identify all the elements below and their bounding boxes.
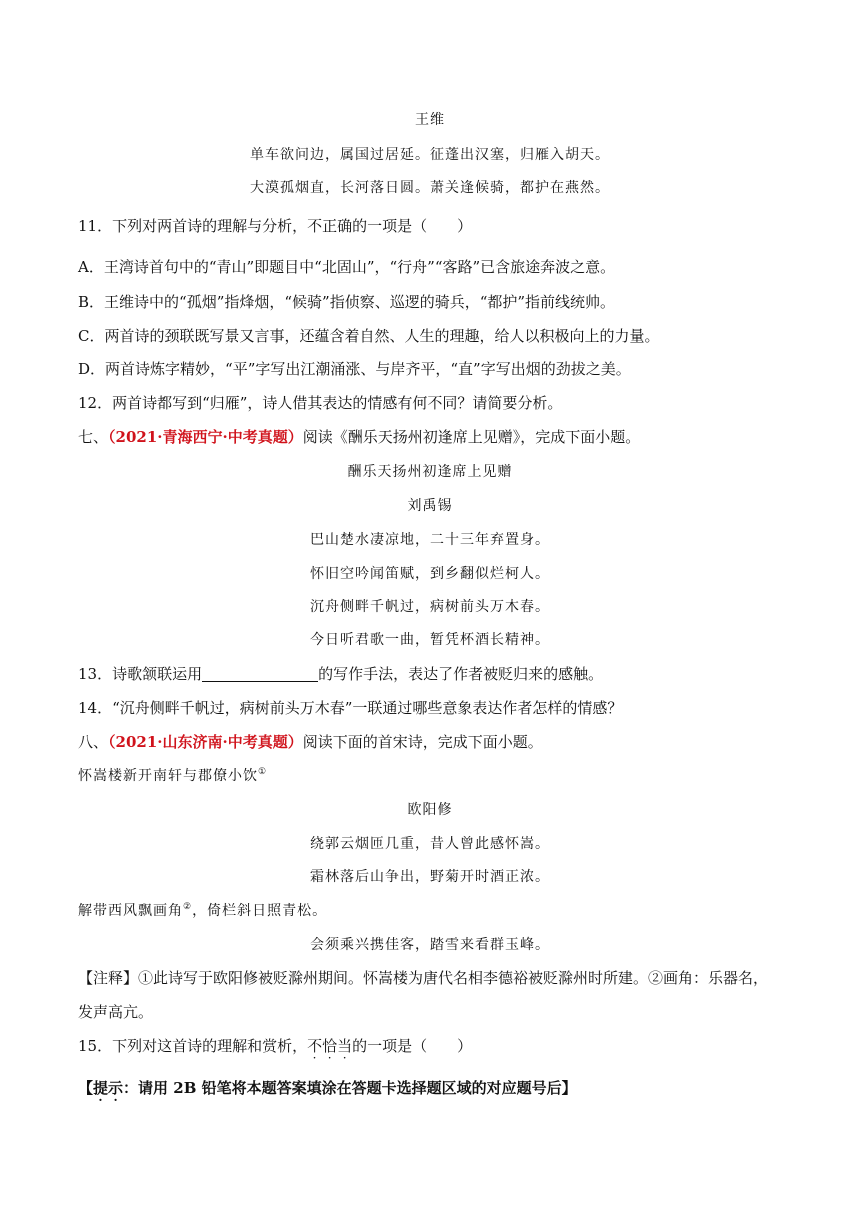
exam-source: （2021·山东济南·中考真题）: [108, 733, 303, 751]
poem-title: 酬乐天扬州初逢席上见赠: [347, 464, 513, 480]
emphasis-char: 恰: [322, 1037, 338, 1055]
option-d: D．两首诗炼字精妙，“平”字写出江潮涌涨、与岸齐平，“直”字写出烟的劲拔之美。: [78, 360, 631, 378]
question-12: 12．两首诗都写到“归雁”，诗人借其表达的情感有何不同？请简要分析。: [78, 394, 563, 412]
poem-author: 刘禹锡: [407, 498, 453, 514]
section-instruction: 阅读《酬乐天扬州初逢席上见赠》，完成下面小题。: [302, 428, 641, 446]
annotation-continued: 发声高亢。: [78, 1003, 154, 1021]
poem-title: 怀嵩楼新开南轩与郡僚小饮①: [78, 767, 268, 784]
question-15: 15．下列对这首诗的理解和赏析，不恰当的一项是（ ）: [78, 1037, 473, 1055]
poem-line: 单车欲问边，属国过居延。征蓬出汉塞，归雁入胡天。: [250, 147, 610, 163]
section-prefix: 八、: [78, 733, 109, 751]
question-14: 14．“沉舟侧畔千帆过，病树前头万木春”一联通过哪些意象表达作者怎样的情感？: [78, 699, 623, 717]
answer-blank: [202, 665, 318, 682]
footnote-marker: ②: [183, 902, 193, 912]
question-13: [78, 664, 782, 684]
poem-line: 解带西风飘画角②，倚栏斜日照青松。: [78, 902, 328, 919]
poem-line: 怀旧空吟闻笛赋，到乡翻似烂柯人。: [310, 566, 550, 582]
option-a: A．王湾诗首句中的“青山”即题目中“北固山”，“行舟”“客路”已含旅途奔波之意。: [78, 258, 616, 276]
option-b: B．王维诗中的“孤烟”指烽烟，“候骑”指侦察、巡逻的骑兵，“都护”指前线统帅。: [78, 293, 616, 311]
hint: 【提示：请用 2B 铅笔将本题答案填涂在答题卡选择题区域的对应题号后】: [78, 1079, 577, 1097]
option-c: C．两首诗的颈联既写景又言事，还蕴含着自然、人生的理趣，给人以积极向上的力量。: [78, 327, 660, 345]
emphasis-char: 不: [307, 1037, 323, 1055]
section-7-heading: [78, 427, 782, 447]
poem-line: 会须乘兴携佳客，踏雪来看群玉峰。: [310, 937, 550, 953]
exam-source: （2021·青海西宁·中考真题）: [108, 428, 303, 446]
question-text: 的写作手法，表达了作者被贬归来的感触。: [318, 665, 604, 683]
poem-author: 欧阳修: [407, 802, 453, 818]
poem-line: 今日听君歌一曲，暂凭杯酒长精神。: [310, 632, 550, 648]
emphasis-char: 提: [93, 1079, 109, 1097]
emphasis-char: 示: [108, 1079, 124, 1097]
poem-line: 大漠孤烟直，长河落日圆。萧关逢候骑，都护在燕然。: [250, 180, 610, 196]
poem-line: 沉舟侧畔千帆过，病树前头万木春。: [310, 599, 550, 615]
emphasis-char: 当: [337, 1037, 353, 1055]
section-8-heading: [78, 732, 782, 752]
section-prefix: 七、: [78, 428, 109, 446]
poem-author-wangwei: 王维: [415, 112, 445, 128]
poem-line: 巴山楚水凄凉地，二十三年弃置身。: [310, 532, 550, 548]
footnote-marker: ①: [258, 767, 268, 777]
poem-line: 霜林落后山争出，野菊开时酒正浓。: [310, 869, 550, 885]
question-text: 13．诗歌颔联运用: [78, 665, 203, 683]
annotation: 【注释】①此诗写于欧阳修被贬滁州期间。怀嵩楼为唐代名相李德裕被贬滁州时所建。②画角：乐器名，: [78, 969, 769, 987]
poem-line: 绕郭云烟匝几重，昔人曾此感怀嵩。: [310, 836, 550, 852]
section-instruction: 阅读下面的首宋诗，完成下面小题。: [302, 733, 543, 751]
question-11: 11．下列对两首诗的理解与分析，不正确的一项是（ ）: [78, 217, 473, 235]
